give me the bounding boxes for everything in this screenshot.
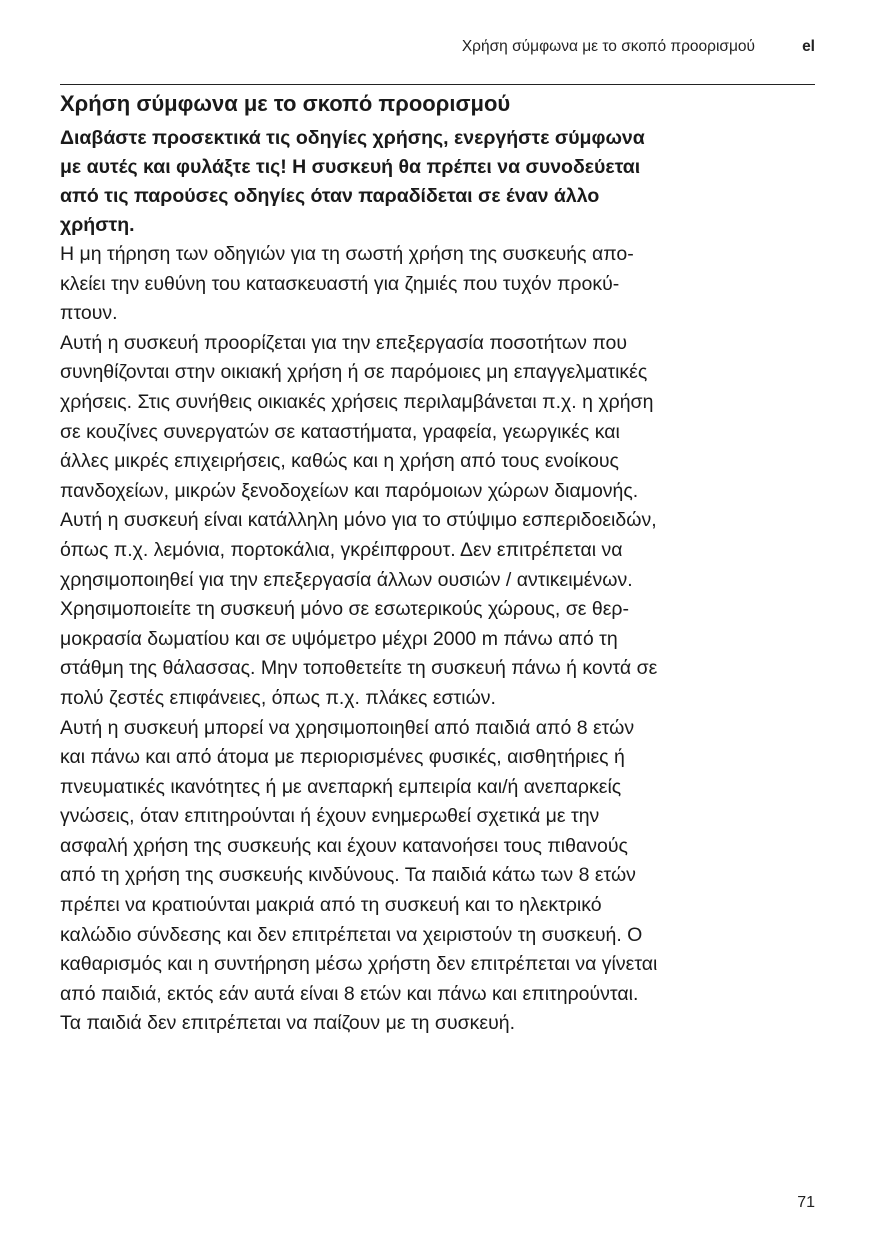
text-line: άλλες μικρές επιχειρήσεις, καθώς και η χρήση από τους ενοίκους	[60, 450, 619, 473]
text-line: μοκρασία δωματίου και σε υψόμετρο μέχρι 2000 m πάνω από τη	[60, 627, 618, 650]
paragraph-liability	[60, 240, 820, 329]
paragraph-citrus-only	[60, 506, 820, 595]
text-line: από παιδιά, εκτός εάν αυτά είναι 8 ετών και πάνω και επιτηρούνται.	[60, 982, 639, 1005]
text-line: κλείει την ευθύνη του κατασκευαστή για ζημιές που τυχόν προκύ-	[60, 272, 620, 295]
text-line: χρησιμοποιηθεί για την επεξεργασία άλλων ουσιών / αντικειμένων.	[60, 568, 633, 591]
text-line: Αυτή η συσκευή μπορεί να χρησιμοποιηθεί από παιδιά από 8 ετών	[60, 716, 635, 739]
warning-line: χρήστη.	[60, 214, 135, 236]
text-line: από τη χρήση της συσκευής κινδύνους. Τα παιδιά κάτω των 8 ετών	[60, 864, 636, 887]
page-number: 71	[797, 1194, 815, 1211]
warning-line: Διαβάστε προσεκτικά τις οδηγίες χρήσης, ενεργήστε σύμφωνα	[60, 127, 645, 149]
language-code: el	[802, 38, 815, 55]
text-line: σε κουζίνες συνεργατών σε καταστήματα, γραφεία, γεωργικές και	[60, 420, 620, 443]
text-line: πνευματικές ικανότητες ή με ανεπαρκή εμπειρία και/ή ανεπαρκείς	[60, 775, 622, 798]
text-line: Χρησιμοποιείτε τη συσκευή μόνο σε εσωτερικούς χώρους, σε θερ-	[60, 598, 629, 621]
text-line: καθαρισμός και η συντήρηση μέσω χρήστη δεν επιτρέπεται να γίνεται	[60, 953, 658, 976]
text-line: καλώδιο σύνδεσης και δεν επιτρέπεται να χειριστούν τη συσκευή. Ο	[60, 923, 643, 946]
text-line: χρήσεις. Στις συνήθεις οικιακές χρήσεις περιλαμβάνεται π.χ. η χρήση	[60, 390, 654, 413]
text-line: Αυτή η συσκευή προορίζεται για την επεξεργασία ποσοτήτων που	[60, 331, 628, 354]
warning-line: με αυτές και φυλάξτε τις! Η συσκευή θα πρέπει να συνοδεύεται	[60, 156, 641, 178]
running-header-title: Χρήση σύμφωνα με το σκοπό προορισμού	[461, 38, 755, 55]
text-line: Η μη τήρηση των οδηγιών για τη σωστή χρήση της συσκευής απο-	[60, 243, 634, 265]
text-line: γνώσεις, όταν επιτηρούνται ή έχουν ενημερωθεί σχετικά με την	[60, 805, 600, 828]
warning-line: από τις παρούσες οδηγίες όταν παραδίδεται σε έναν άλλο	[60, 185, 600, 207]
text-line: πανδοχείων, μικρών ξενοδοχείων και παρόμοιων χώρων διαμονής.	[60, 479, 639, 502]
text-line: ασφαλή χρήση της συσκευής και έχουν κατανοήσει τους πιθανούς	[60, 834, 628, 857]
text-line: Τα παιδιά δεν επιτρέπεται να παίζουν με τη συσκευή.	[60, 1012, 516, 1035]
text-line: στάθμη της θάλασσας. Μην τοποθετείτε τη συσκευή πάνω ή κοντά σε	[60, 657, 658, 680]
paragraph-children-safety	[60, 714, 820, 1040]
page-content	[60, 88, 820, 1039]
paragraph-household-use	[60, 329, 820, 507]
section-heading: Χρήση σύμφωνα με το σκοπό προορισμού	[60, 91, 511, 116]
text-line: πολύ ζεστές επιφάνειες, όπως π.χ. πλάκες εστιών.	[60, 686, 496, 709]
text-line: όπως π.χ. λεμόνια, πορτοκάλια, γκρέιπφρουτ. Δεν επιτρέπεται να	[60, 538, 623, 561]
text-line: συνηθίζονται στην οικιακή χρήση ή σε παρόμοιες μη επαγγελματικές	[60, 361, 648, 384]
running-header	[60, 38, 815, 62]
text-line: Αυτή η συσκευή είναι κατάλληλη μόνο για το στύψιμο εσπεριδοειδών,	[60, 509, 657, 532]
safety-warning	[60, 124, 820, 240]
text-line: πτουν.	[60, 302, 118, 325]
paragraph-indoor-use	[60, 595, 820, 713]
body-text	[60, 240, 820, 1039]
header-divider	[60, 84, 815, 85]
text-line: πρέπει να κρατιούνται μακριά από τη συσκευή και το ηλεκτρικό	[60, 894, 602, 917]
text-line: και πάνω και από άτομα με περιορισμένες φυσικές, αισθητήριες ή	[60, 746, 625, 769]
